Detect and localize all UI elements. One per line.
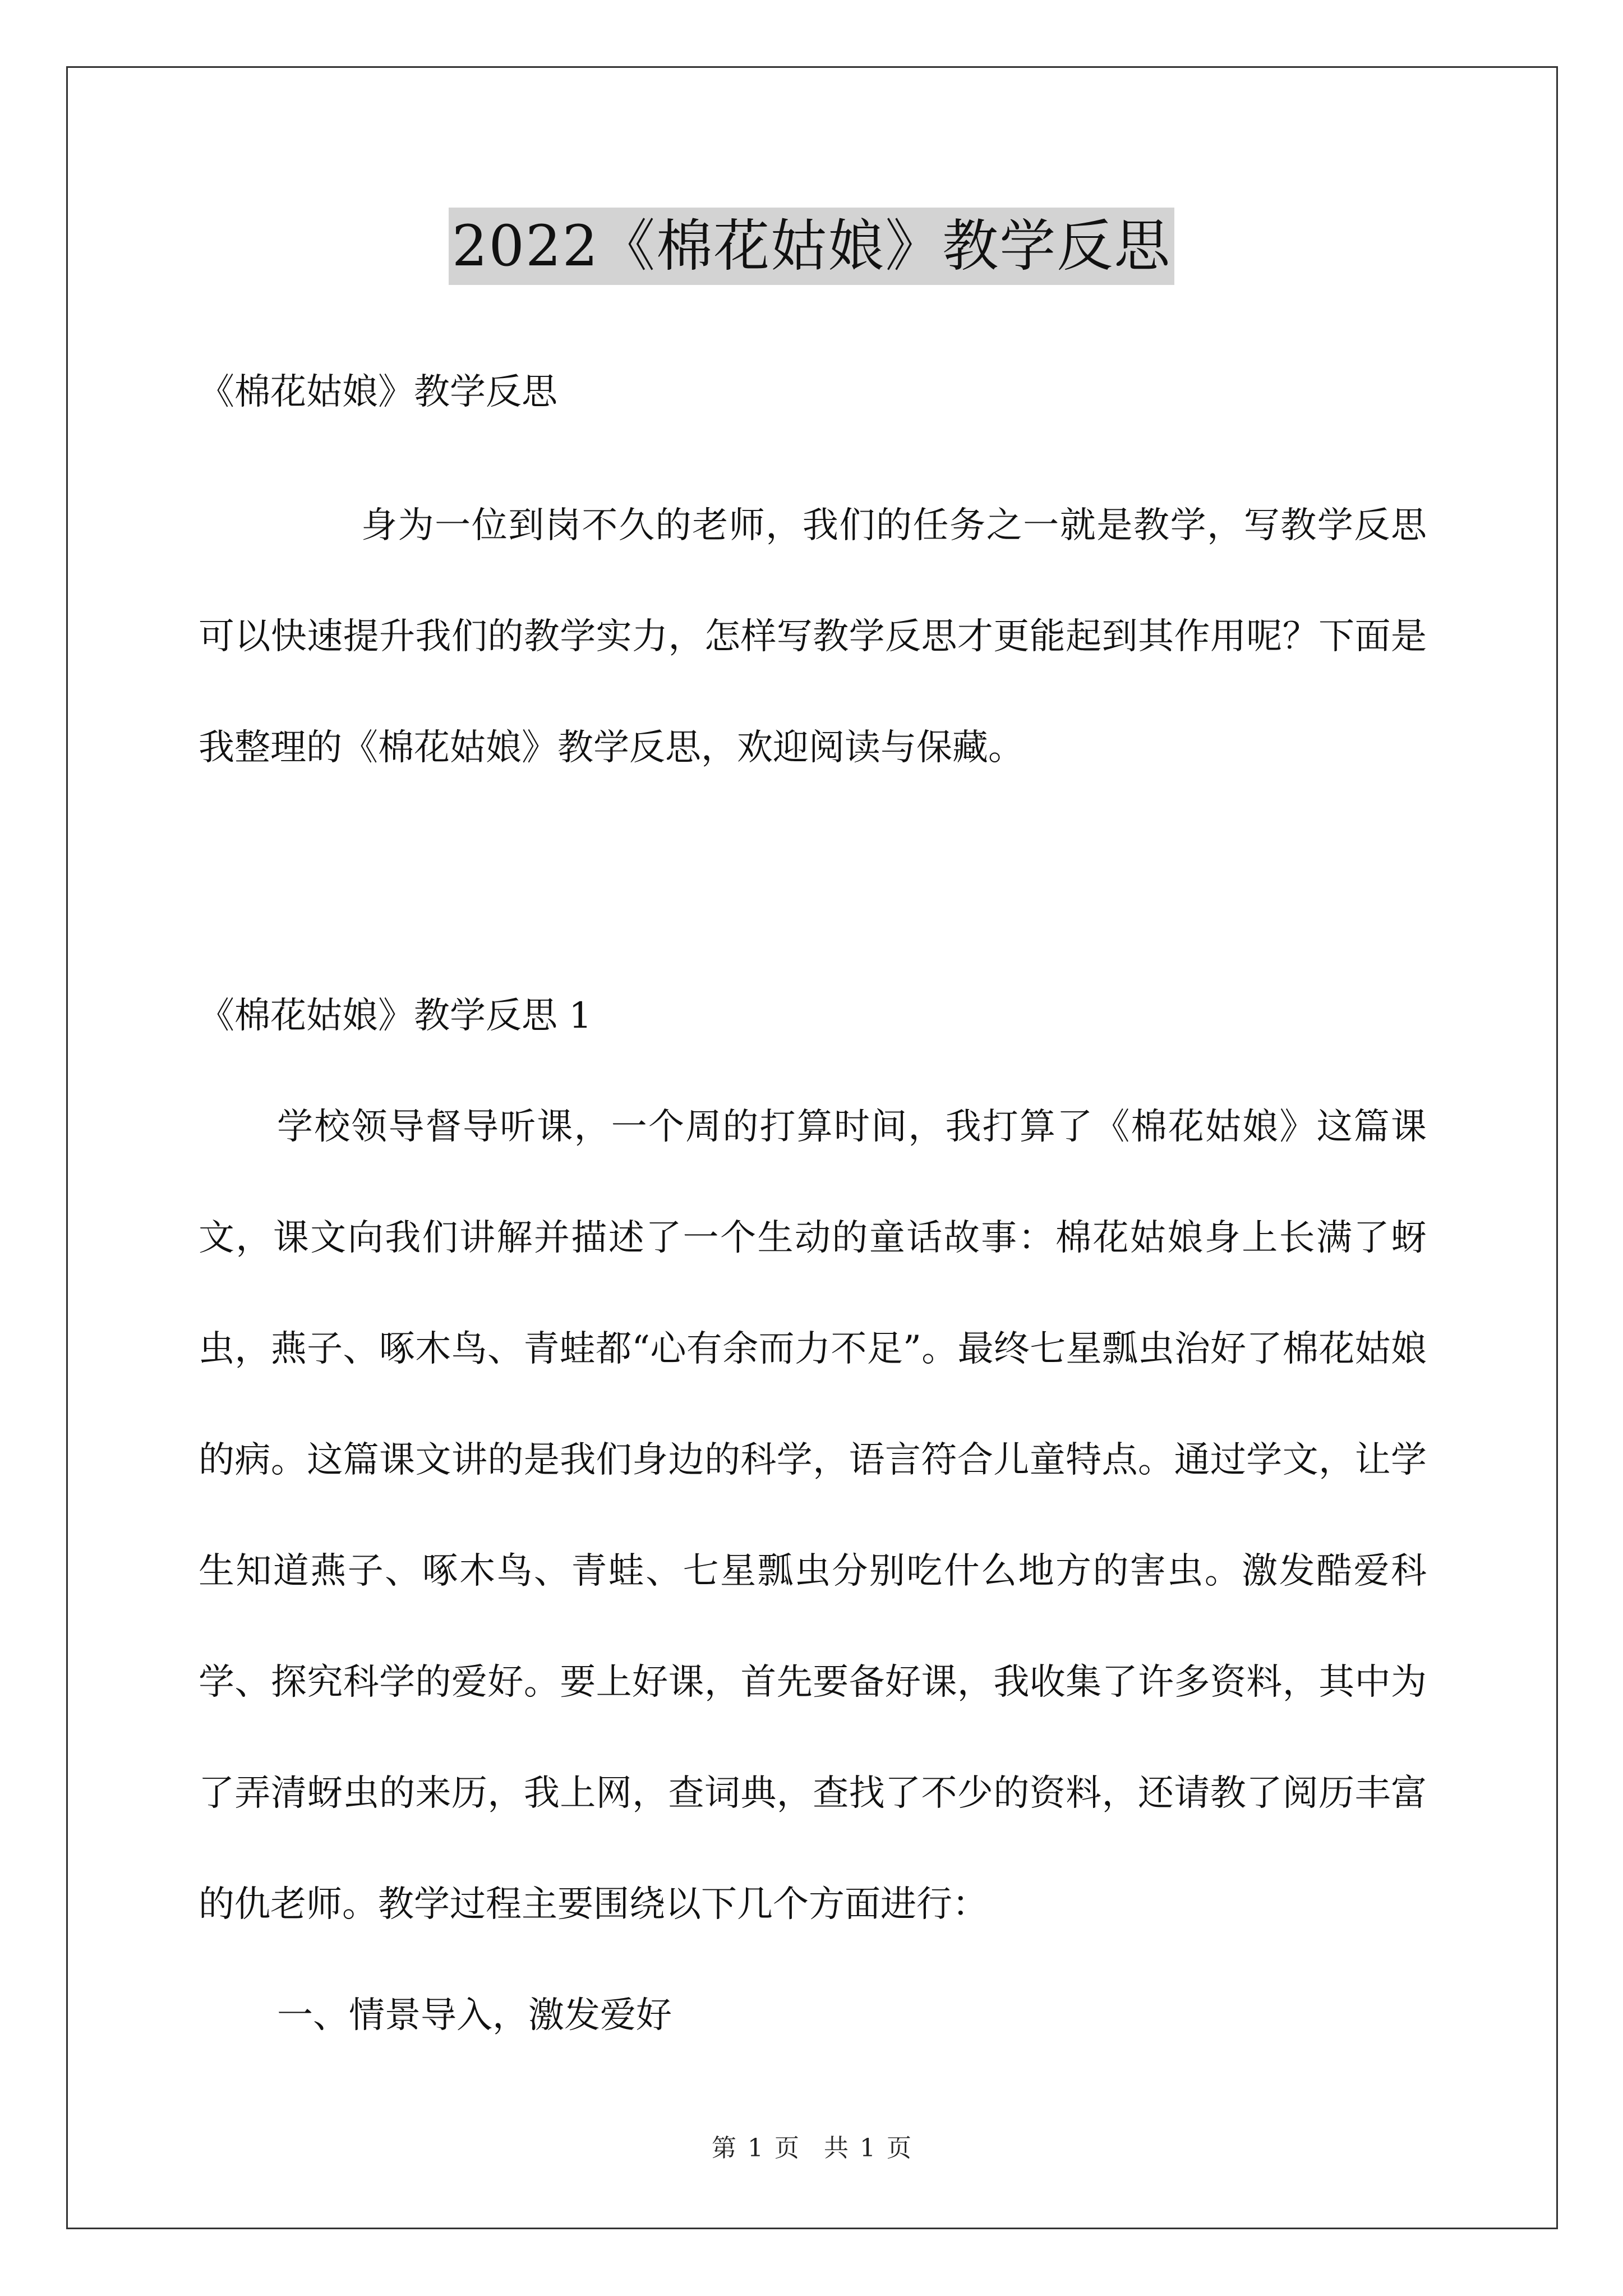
intro-paragraph: 身为一位到岗不久的老师，我们的任务之一就是教学，写教学反思可以快速提升我们的教学实力，怎样写教学反思才更能起到其作用呢？下面是我整理的《棉花姑娘》教学反思，欢迎阅读与保藏。 <box>199 505 1427 769</box>
list-point-heading: 一、情景导入，激发爱好 <box>277 1995 672 2036</box>
page-footer: 第 1 页 共 1 页 <box>712 2134 911 2162</box>
title-container <box>0 208 1623 285</box>
document-title: 2022《棉花姑娘》教学反思 <box>449 208 1175 285</box>
section-heading: 《棉花姑娘》教学反思 1 <box>199 995 592 1037</box>
body-paragraph: 学校领导督导听课，一个周的打算时间，我打算了《棉花姑娘》这篇课文，课文向我们讲解并描述了一个生动的童话故事：棉花姑娘身上长满了蚜虫，燕子、啄木鸟、青蛙都“心有余而力不足”。最终七星瓢虫治好了棉花姑娘的病。这篇课文讲的是我们身边的科学，语言符合儿童特点。通过学文，让学生知道燕子、啄木鸟、青蛙、七星瓢虫分别吃什么地方的害虫。激发酷爱科学、探究科学的爱好。要上好课，首先要备好课，我收集了许多资料，其中为了弄清蚜虫的来历，我上网，查词典，查找了不少的资料，还请教了阅历丰富的仇老师。教学过程主要围绕以下几个方面进行： <box>199 1106 1427 1925</box>
document-subtitle: 《棉花姑娘》教学反思 <box>199 371 557 413</box>
document-body <box>199 337 1427 2071</box>
